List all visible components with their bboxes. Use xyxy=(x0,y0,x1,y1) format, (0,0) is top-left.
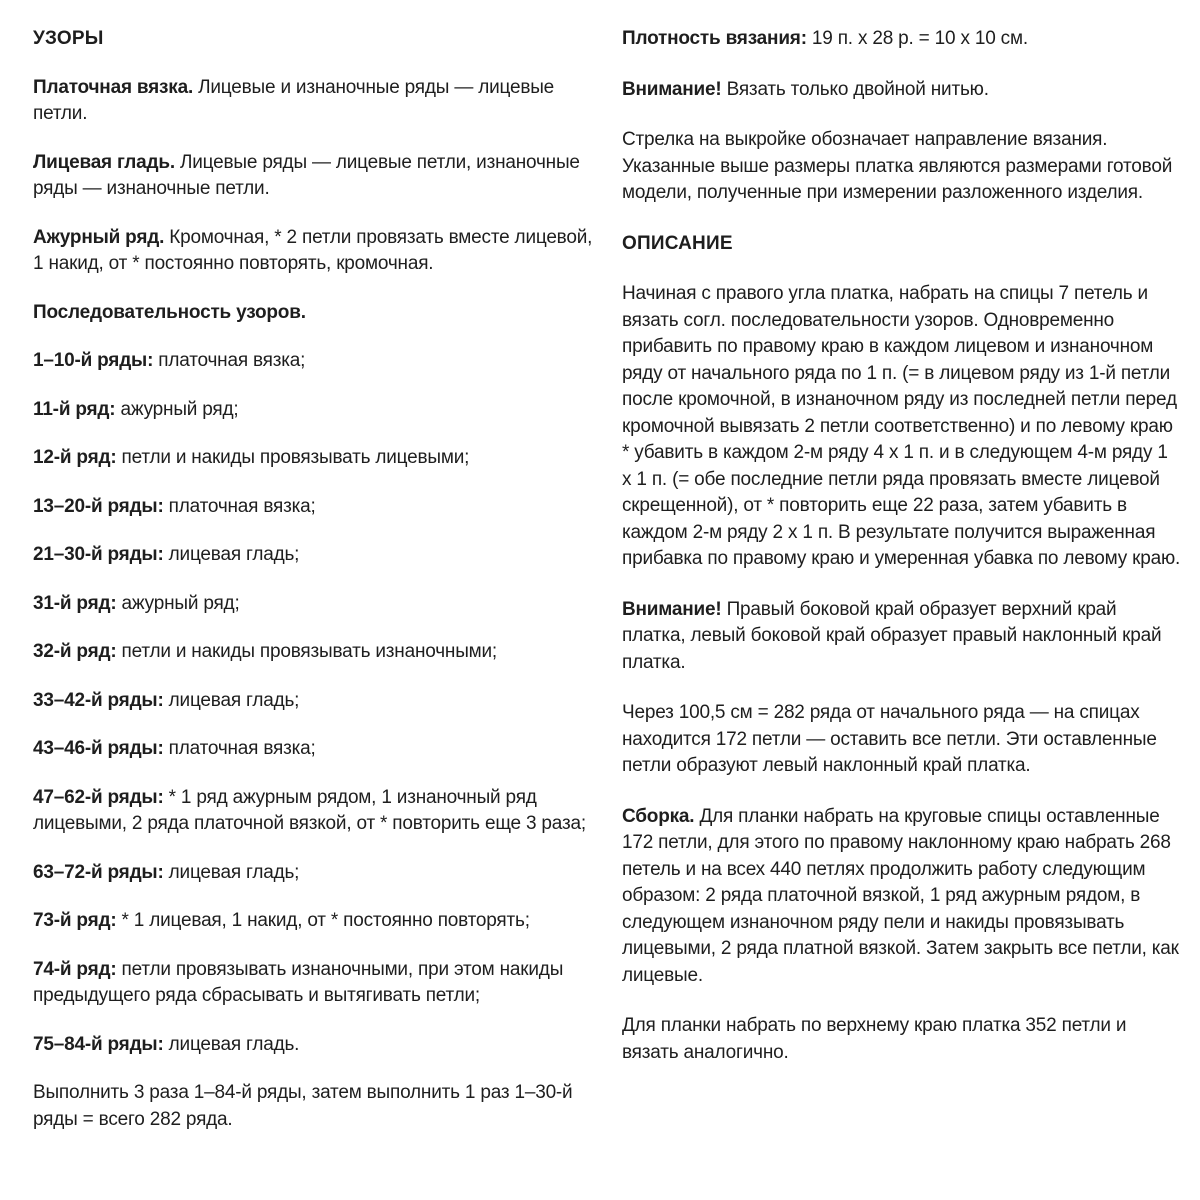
description-paragraph: Начиная с правого угла платка, набрать на спицы 7 петель и вязать согл. последовательности узоров. Одновременно прибавить по правому краю в каждом лицевом и изнаночном ряду от начального ряда по 1 п. (= в лицевом ряду из 1-й петли после кромочной, в изнаночном ряду из последней петли перед кромочной вывязать 2 петли соответственно) и по левому краю * убавить в каждом 2-м ряду 4 х 1 п. и в следующем 4-м ряду 1 х 1 п. (= обе последние петли ряда провязать вместе лицевой скрещенной), от * повторить еще 22 раза, затем убавить в каждом 2-м ряду 2 х 1 п. В результате получится выраженная прибавка по правому краю и умеренная убавка по левому краю. xyxy=(622,283,1181,569)
pattern-term: Платочная вязка. xyxy=(33,76,194,98)
row-text: ажурный ряд; xyxy=(116,592,240,614)
row-item xyxy=(33,860,593,887)
row-text: лицевая гладь. xyxy=(163,1033,300,1055)
repeat-instruction: Выполнить 3 раза 1–84-й ряды, затем выполнить 1 раз 1–30-й ряды = всего 282 ряда. xyxy=(33,1082,573,1130)
row-item xyxy=(33,348,593,375)
row-label: 73-й ряд: xyxy=(33,910,117,931)
warning-text: Правый боковой край образует верхний край платка, левый боковой край образует правый наклонный край платка. xyxy=(622,598,1162,673)
row-item xyxy=(33,542,593,569)
patterns-heading: УЗОРЫ xyxy=(33,28,104,49)
warning-label: Внимание! xyxy=(622,78,722,100)
pattern-garter xyxy=(33,75,593,128)
row-label: 47–62-й ряды: xyxy=(33,786,164,808)
row-item xyxy=(33,494,593,521)
row-label: 63–72-й ряды: xyxy=(33,861,164,883)
row-text: лицевая гладь; xyxy=(163,861,300,883)
assembly-text: Для планки набрать на круговые спицы оставленные 172 петли, для этого по правому наклонному краю набрать 268 петель и на всех 440 петлях продолжить работу следующим образом: 2 ряда платочной вязкой, 1 ряд ажурным рядом, в следующем изнаночном ряду пели и накиды провязывать лицевыми, 2 ряда платной вязкой. Затем закрыть все петли, как лицевые. xyxy=(622,805,1179,986)
row-text: петли и накиды провязывать лицевыми; xyxy=(116,447,470,468)
pattern-term: Лицевая гладь. xyxy=(33,151,175,173)
row-text: * 1 ряд ажурным рядом, 1 изнаночный ряд лицевыми, 2 ряда платочной вязкой, от * повторить еще 3 раза; xyxy=(33,786,586,834)
sequence-heading xyxy=(33,300,593,327)
pattern-text: Кромочная, * 2 петли провязать вместе лицевой, 1 накид, от * постоянно повторять, кромочная. xyxy=(33,226,593,274)
row-item xyxy=(33,639,593,666)
row-item xyxy=(33,736,593,763)
left-column xyxy=(33,26,593,1155)
pattern-text: Лицевые и изнаночные ряды — лицевые петли. xyxy=(33,76,555,124)
warning-label: Внимание! xyxy=(622,598,722,620)
row-item xyxy=(33,591,593,618)
pattern-eyelet xyxy=(33,225,593,278)
description-heading: ОПИСАНИЕ xyxy=(622,232,733,254)
row-label: 74-й ряд: xyxy=(33,958,117,980)
pattern-term: Ажурный ряд. xyxy=(33,226,165,248)
row-item xyxy=(33,445,593,472)
row-text: платочная вязка; xyxy=(153,350,306,371)
row-label: 13–20-й ряды: xyxy=(33,495,164,517)
row-item xyxy=(33,1032,593,1059)
row-label: 21–30-й ряды: xyxy=(33,544,164,565)
row-item xyxy=(33,785,593,838)
after-rows-paragraph: Через 100,5 см = 282 ряда от начального ряда — на спицах находится 172 петли — оставить все петли. Эти оставленные петли образуют левый наклонный край платка. xyxy=(622,702,1157,776)
row-text: платочная вязка; xyxy=(163,495,316,517)
row-label: 12-й ряд: xyxy=(33,447,117,468)
warning-text: Вязать только двойной нитью. xyxy=(721,78,989,100)
row-text: ажурный ряд; xyxy=(115,398,239,420)
edge-warning xyxy=(622,597,1182,677)
row-label: 32-й ряд: xyxy=(33,641,117,662)
row-item xyxy=(33,397,593,424)
row-text: петли и накиды провязывать изнаночными; xyxy=(116,641,498,662)
row-label: 43–46-й ряды: xyxy=(33,738,164,759)
gauge-label: Плотность вязания: xyxy=(622,28,807,49)
row-item xyxy=(33,908,593,935)
row-item xyxy=(33,688,593,715)
row-text: платочная вязка; xyxy=(163,738,316,759)
row-label: 31-й ряд: xyxy=(33,592,117,614)
row-label: 11-й ряд: xyxy=(33,398,116,420)
row-text: лицевая гладь; xyxy=(163,544,300,565)
final-note: Для планки набрать по верхнему краю платка 352 петли и вязать аналогично. xyxy=(622,1015,1127,1063)
row-text: * 1 лицевая, 1 накид, от * постоянно повторять; xyxy=(116,910,530,931)
gauge-text: 19 п. х 28 р. = 10 х 10 см. xyxy=(806,28,1028,49)
right-column xyxy=(622,26,1182,1090)
arrow-note: Стрелка на выкройке обозначает направление вязания. Указанные выше размеры платка являются размерами готовой модели, полученные при измерении разложенного изделия. xyxy=(622,129,1173,203)
row-label: 1–10-й ряды: xyxy=(33,350,154,371)
pattern-text: Лицевые ряды — лицевые петли, изнаночные ряды — изнаночные петли. xyxy=(33,151,580,199)
assembly-paragraph xyxy=(622,804,1182,990)
row-text: петли провязывать изнаночными, при этом накиды предыдущего ряда сбрасывать и вытягивать петли; xyxy=(33,958,564,1006)
gauge-paragraph xyxy=(622,26,1182,53)
row-label: 33–42-й ряды: xyxy=(33,689,164,711)
row-item xyxy=(33,957,593,1010)
sequence-heading-text: Последовательность узоров. xyxy=(33,301,306,323)
pattern-stockinette xyxy=(33,150,593,203)
row-text: лицевая гладь; xyxy=(163,689,300,711)
row-label: 75–84-й ряды: xyxy=(33,1033,164,1055)
assembly-label: Сборка. xyxy=(622,805,695,827)
double-yarn-warning xyxy=(622,77,1182,104)
